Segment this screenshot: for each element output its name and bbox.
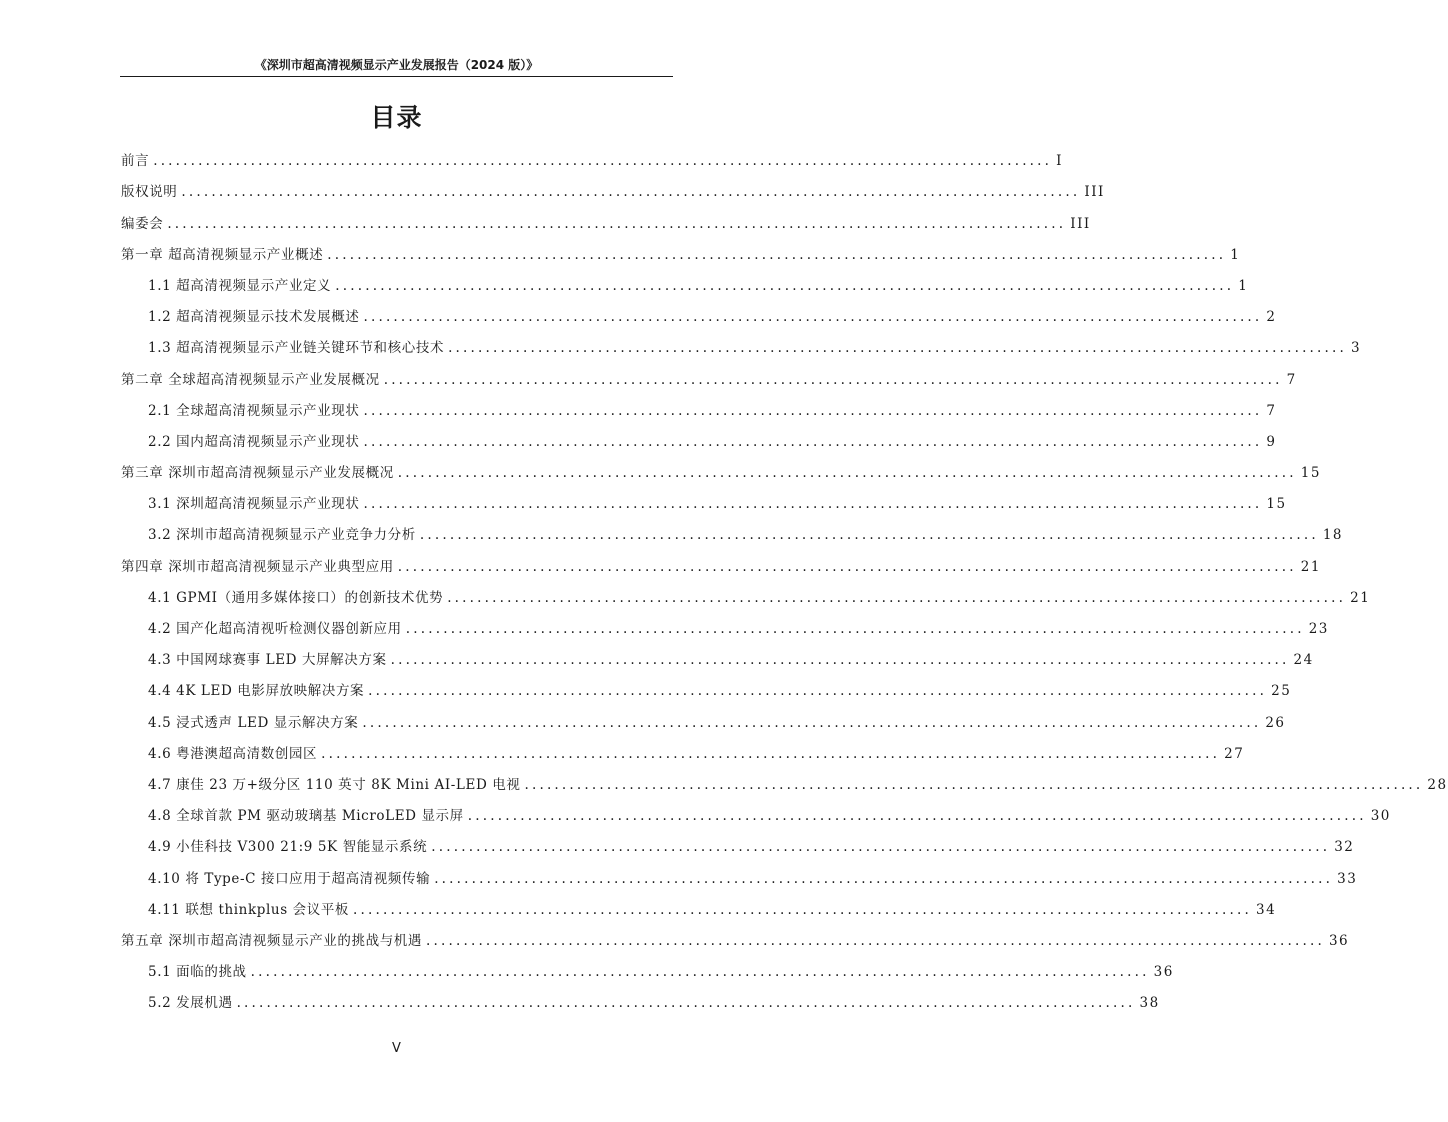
toc-section-entry[interactable] <box>121 607 1329 638</box>
dot-leader: ........................................................................................................................ <box>448 340 1348 357</box>
toc-entry-page: 21 <box>1350 589 1371 606</box>
toc-entry-label: 4.11 联想 thinkplus 会议平板 <box>148 901 350 918</box>
dot-leader: ........................................................................................................................ <box>335 277 1235 294</box>
dot-leader: ........................................................................................................................ <box>321 745 1221 762</box>
toc-entry-page: 2 <box>1266 309 1277 326</box>
toc-section-entry[interactable] <box>121 856 1358 887</box>
toc-entry-page: 25 <box>1271 683 1292 700</box>
dot-leader: ........................................................................................................................ <box>383 371 1283 388</box>
toc-chapter-entry[interactable] <box>121 919 1350 950</box>
toc-section-entry[interactable] <box>121 981 1160 1012</box>
dot-leader: ........................................................................................................................ <box>426 932 1325 949</box>
toc-entry-page: 28 <box>1427 776 1448 793</box>
toc-entry-page: 7 <box>1266 402 1277 419</box>
dot-leader: ........................................................................................................................ <box>353 901 1252 918</box>
running-header: 《深圳市超高清视频显示产业发展报告（2024 版）》 <box>254 58 539 72</box>
toc-section-entry[interactable] <box>121 482 1287 513</box>
dot-leader: ........................................................................................................................ <box>362 714 1262 731</box>
toc-entry-label: 第二章 全球超高清视频显示产业发展概况 <box>121 371 380 388</box>
toc-entry-label: 第一章 超高清视频显示产业概述 <box>121 246 324 263</box>
toc-section-entry[interactable] <box>121 420 1277 451</box>
dot-leader: ........................................................................................................................ <box>250 964 1150 981</box>
toc-entry-page: 1 <box>1238 277 1249 294</box>
toc-entry-page: 36 <box>1328 932 1350 949</box>
toc-section-entry[interactable] <box>121 825 1355 856</box>
toc-entry-label: 4.3 中国网球赛事 LED 大屏解决方案 <box>148 652 387 669</box>
toc-entry-label: 第四章 深圳市超高清视频显示产业典型应用 <box>121 558 394 575</box>
toc-entry-label: 前言 <box>121 153 150 170</box>
toc-chapter-entry[interactable] <box>121 201 1091 232</box>
toc-entry-page: 23 <box>1308 621 1329 637</box>
page-number: V <box>392 1041 401 1056</box>
dot-leader: ........................................................................................................................ <box>434 870 1334 887</box>
page-title: 目录 <box>370 103 423 132</box>
toc-entry-page: 18 <box>1322 527 1344 544</box>
dot-leader: ........................................................................................................................ <box>363 402 1263 419</box>
header-divider <box>120 76 673 77</box>
toc-chapter-entry[interactable] <box>121 451 1321 482</box>
toc-section-entry[interactable] <box>121 888 1277 919</box>
toc-entry-label: 4.9 小佳科技 V300 21:9 5K 智能显示系统 <box>148 839 428 856</box>
toc-section-entry[interactable] <box>121 794 1391 825</box>
toc-entry-page: 33 <box>1337 870 1358 887</box>
toc-entry-label: 第五章 深圳市超高清视频显示产业的挑战与机遇 <box>121 932 422 949</box>
dot-leader: ........................................................................................................................ <box>390 652 1290 669</box>
table-of-contents <box>121 139 1448 1012</box>
toc-entry-label: 4.10 将 Type-C 接口应用于超高清视频传输 <box>148 870 431 887</box>
toc-entry-label: 3.2 深圳市超高清视频显示产业竞争力分析 <box>148 527 416 544</box>
toc-section-entry[interactable] <box>121 950 1174 981</box>
toc-section-entry[interactable] <box>121 763 1448 794</box>
dot-leader: ........................................................................................................................ <box>327 246 1227 263</box>
toc-entry-label: 4.4 4K LED 电影屏放映解决方案 <box>148 683 365 700</box>
dot-leader: ........................................................................................................................ <box>363 309 1263 326</box>
toc-entry-page: 7 <box>1286 371 1297 388</box>
dot-leader: ........................................................................................................................ <box>368 683 1268 700</box>
dot-leader: ........................................................................................................................ <box>397 558 1297 575</box>
toc-entry-label: 3.1 深圳超高清视频显示产业现状 <box>148 496 360 513</box>
toc-chapter-entry[interactable] <box>121 544 1321 575</box>
toc-entry-page: 34 <box>1255 901 1277 918</box>
dot-leader: ........................................................................................................................ <box>447 589 1347 606</box>
toc-entry-label: 1.3 超高清视频显示产业链关键环节和核心技术 <box>148 340 445 357</box>
toc-entry-page: III <box>1084 184 1105 201</box>
toc-chapter-entry[interactable] <box>121 139 1063 170</box>
toc-entry-label: 1.2 超高清视频显示技术发展概述 <box>148 309 360 326</box>
toc-entry-page: III <box>1070 215 1091 232</box>
toc-section-entry[interactable] <box>121 389 1277 420</box>
toc-chapter-entry[interactable] <box>121 170 1105 201</box>
dot-leader: ........................................................................................................................ <box>524 776 1424 793</box>
toc-entry-label: 4.6 粤港澳超高清数创园区 <box>148 745 318 762</box>
toc-entry-page: 27 <box>1224 745 1245 762</box>
toc-entry-label: 编委会 <box>121 215 164 232</box>
toc-entry-page: 1 <box>1230 246 1241 263</box>
toc-entry-label: 4.1 GPMI（通用多媒体接口）的创新技术优势 <box>148 589 444 606</box>
toc-chapter-entry[interactable] <box>121 233 1241 264</box>
dot-leader: ........................................................................................................................ <box>153 153 1053 170</box>
toc-entry-label: 4.8 全球首款 PM 驱动玻璃基 MicroLED 显示屏 <box>148 808 464 825</box>
dot-leader: ........................................................................................................................ <box>236 995 1136 1012</box>
toc-entry-page: 26 <box>1265 714 1286 731</box>
toc-entry-label: 版权说明 <box>121 184 178 201</box>
toc-section-entry[interactable] <box>121 669 1292 700</box>
toc-entry-label: 1.1 超高清视频显示产业定义 <box>148 277 332 294</box>
toc-entry-page: I <box>1056 153 1063 170</box>
dot-leader: ........................................................................................................................ <box>419 527 1319 544</box>
toc-section-entry[interactable] <box>121 638 1314 669</box>
toc-section-entry[interactable] <box>121 700 1286 731</box>
toc-entry-page: 21 <box>1300 558 1321 575</box>
dot-leader: ........................................................................................................................ <box>431 839 1331 856</box>
dot-leader: ........................................................................................................................ <box>363 496 1263 513</box>
toc-section-entry[interactable] <box>121 732 1245 763</box>
toc-section-entry[interactable] <box>121 264 1249 295</box>
dot-leader: ........................................................................................................................ <box>405 621 1305 637</box>
toc-entry-page: 36 <box>1153 964 1174 981</box>
dot-leader: ........................................................................................................................ <box>167 215 1067 232</box>
toc-entry-label: 第三章 深圳市超高清视频显示产业发展概况 <box>121 465 394 482</box>
dot-leader: ........................................................................................................................ <box>363 433 1263 450</box>
toc-entry-label: 4.2 国产化超高清视听检测仪器创新应用 <box>148 621 402 637</box>
toc-entry-label: 2.1 全球超高清视频显示产业现状 <box>148 402 360 419</box>
toc-entry-label: 5.1 面临的挑战 <box>148 964 247 981</box>
toc-section-entry[interactable] <box>121 295 1277 326</box>
toc-entry-label: 5.2 发展机遇 <box>148 995 233 1012</box>
dot-leader: ........................................................................................................................ <box>181 184 1081 201</box>
toc-entry-page: 24 <box>1293 652 1314 669</box>
toc-entry-label: 4.5 浸式透声 LED 显示解决方案 <box>148 714 359 731</box>
toc-chapter-entry[interactable] <box>121 357 1297 388</box>
toc-entry-page: 38 <box>1139 995 1160 1012</box>
toc-entry-page: 3 <box>1351 340 1362 357</box>
toc-entry-page: 9 <box>1266 433 1277 450</box>
toc-entry-page: 15 <box>1266 496 1287 513</box>
toc-entry-page: 30 <box>1370 808 1391 825</box>
toc-entry-page: 15 <box>1300 465 1321 482</box>
toc-entry-page: 32 <box>1334 839 1355 856</box>
toc-section-entry[interactable] <box>121 326 1362 357</box>
toc-section-entry[interactable] <box>121 513 1344 544</box>
dot-leader: ........................................................................................................................ <box>467 808 1367 825</box>
toc-section-entry[interactable] <box>121 576 1371 607</box>
toc-entry-label: 2.2 国内超高清视频显示产业现状 <box>148 433 360 450</box>
toc-entry-label: 4.7 康佳 23 万+级分区 110 英寸 8K Mini AI-LED 电视 <box>148 776 521 793</box>
dot-leader: ........................................................................................................................ <box>397 465 1297 482</box>
